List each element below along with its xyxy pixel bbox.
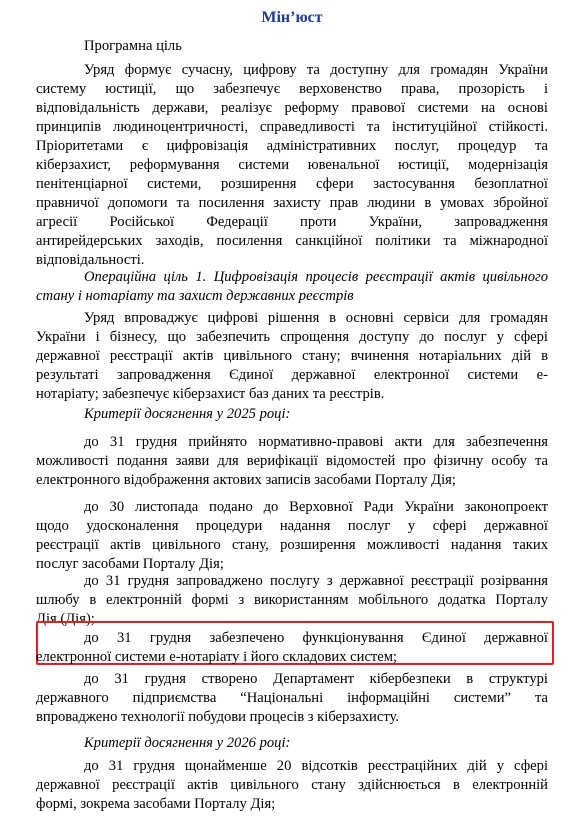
criterion-line: до 31 грудня створено Департамент кібербезпеки в структурі — [84, 671, 548, 687]
criterion-line: реєстрації актів цивільного стану, розширення можливості надання таких — [36, 537, 548, 553]
criterion-line: державного підприємства “Національні інформаційні системи” та — [36, 690, 548, 706]
operational-desc-line: України і бізнесу, що забезпечить спрощення доступу до послуг у сфері — [36, 329, 548, 345]
criterion-line: можливості подання заяви для верифікації відомостей про фізичну особу та — [36, 453, 548, 469]
criterion-line-highlighted: електронної системи е-нотаріату і його складових систем; — [36, 649, 398, 665]
criterion-line: державної реєстрації актів цивільного стану здійснюється в електронній — [36, 777, 548, 793]
program-goal-line: кіберзахист, реформування системи ювенальної юстиції, модернізація — [36, 157, 548, 173]
program-goal-line: Пріоритетами є цифровізація адміністративних послуг, процедур та — [36, 138, 548, 154]
criterion-line: електронного відображення актових записів засобами Порталу Дія; — [36, 472, 456, 488]
operational-desc-line: нотаріату; забезпечує кіберзахист баз даних та реєстрів. — [36, 386, 385, 402]
criterion-line: щодо удосконалення процедури надання послуг у сфері державної — [36, 518, 548, 534]
program-goal-line: систему юстиції, що забезпечує верховенство права, прозорість і — [36, 81, 548, 97]
criterion-line: шлюбу в електронній формі з використанням мобільного додатка Порталу — [36, 592, 548, 608]
program-goal-line: відповідальність держави, реалізує реформу правової системи на основі — [36, 100, 548, 116]
operational-desc-line: результаті запровадження Єдиної державної електронної системи е- — [36, 367, 548, 383]
ministry-heading: Мін’юст — [261, 9, 323, 26]
program-goal-line: принципів людиноцентричності, справедливості та інституційної стійкості. — [36, 119, 548, 135]
criterion-line: Дія (Дія); — [36, 611, 95, 627]
criterion-line: формі, зокрема засобами Порталу Дія; — [36, 796, 276, 812]
program-goal-line: відповідальності. — [36, 252, 145, 268]
program-goal-label: Програмна ціль — [84, 38, 182, 54]
operational-goal-title: стану і нотаріату та захист державних реєстрів — [36, 288, 354, 304]
criterion-line: до 31 грудня щонайменше 20 відсотків реєстраційних дій у сфері — [84, 758, 548, 774]
program-goal-line: антирейдерських заходів, посилення санкційної політики та міжнародної — [36, 233, 548, 249]
criterion-line: до 31 грудня запроваджено послугу з державної реєстрації розірвання — [84, 573, 548, 589]
operational-goal-title: Операційна ціль 1. Цифровізація процесів реєстрації актів цивільного — [84, 269, 548, 285]
criterion-line: до 31 грудня прийнято нормативно-правові акти для забезпечення — [84, 434, 548, 450]
criteria-2025-heading: Критерії досягнення у 2025 році: — [84, 406, 291, 422]
criterion-line-highlighted: до 31 грудня забезпечено функціонування Єдиної державної — [84, 630, 548, 646]
criterion-line: впроваджено технології побудови процесів з кіберзахисту. — [36, 709, 400, 725]
criterion-line: послуг засобами Порталу Дія; — [36, 556, 224, 572]
program-goal-line: пенітенціарної системи, розширення сфери застосування безоплатної — [36, 176, 548, 192]
program-goal-line: правничої допомоги та посилення захисту прав людини в умовах збройної — [36, 195, 548, 211]
program-goal-line: агресії Російської Федерації проти України, запровадження — [36, 214, 548, 230]
criterion-line: до 30 листопада подано до Верховної Ради України законопроект — [84, 499, 548, 515]
operational-desc-line: державної реєстрації актів цивільного стану; вчинення нотаріальних дій в — [36, 348, 548, 364]
program-goal-line: Уряд формує сучасну, цифрову та доступну для громадян України — [84, 62, 548, 78]
criteria-2026-heading: Критерії досягнення у 2026 році: — [84, 735, 291, 751]
operational-desc-line: Уряд впроваджує цифрові рішення в основні сервіси для громадян — [84, 310, 548, 326]
